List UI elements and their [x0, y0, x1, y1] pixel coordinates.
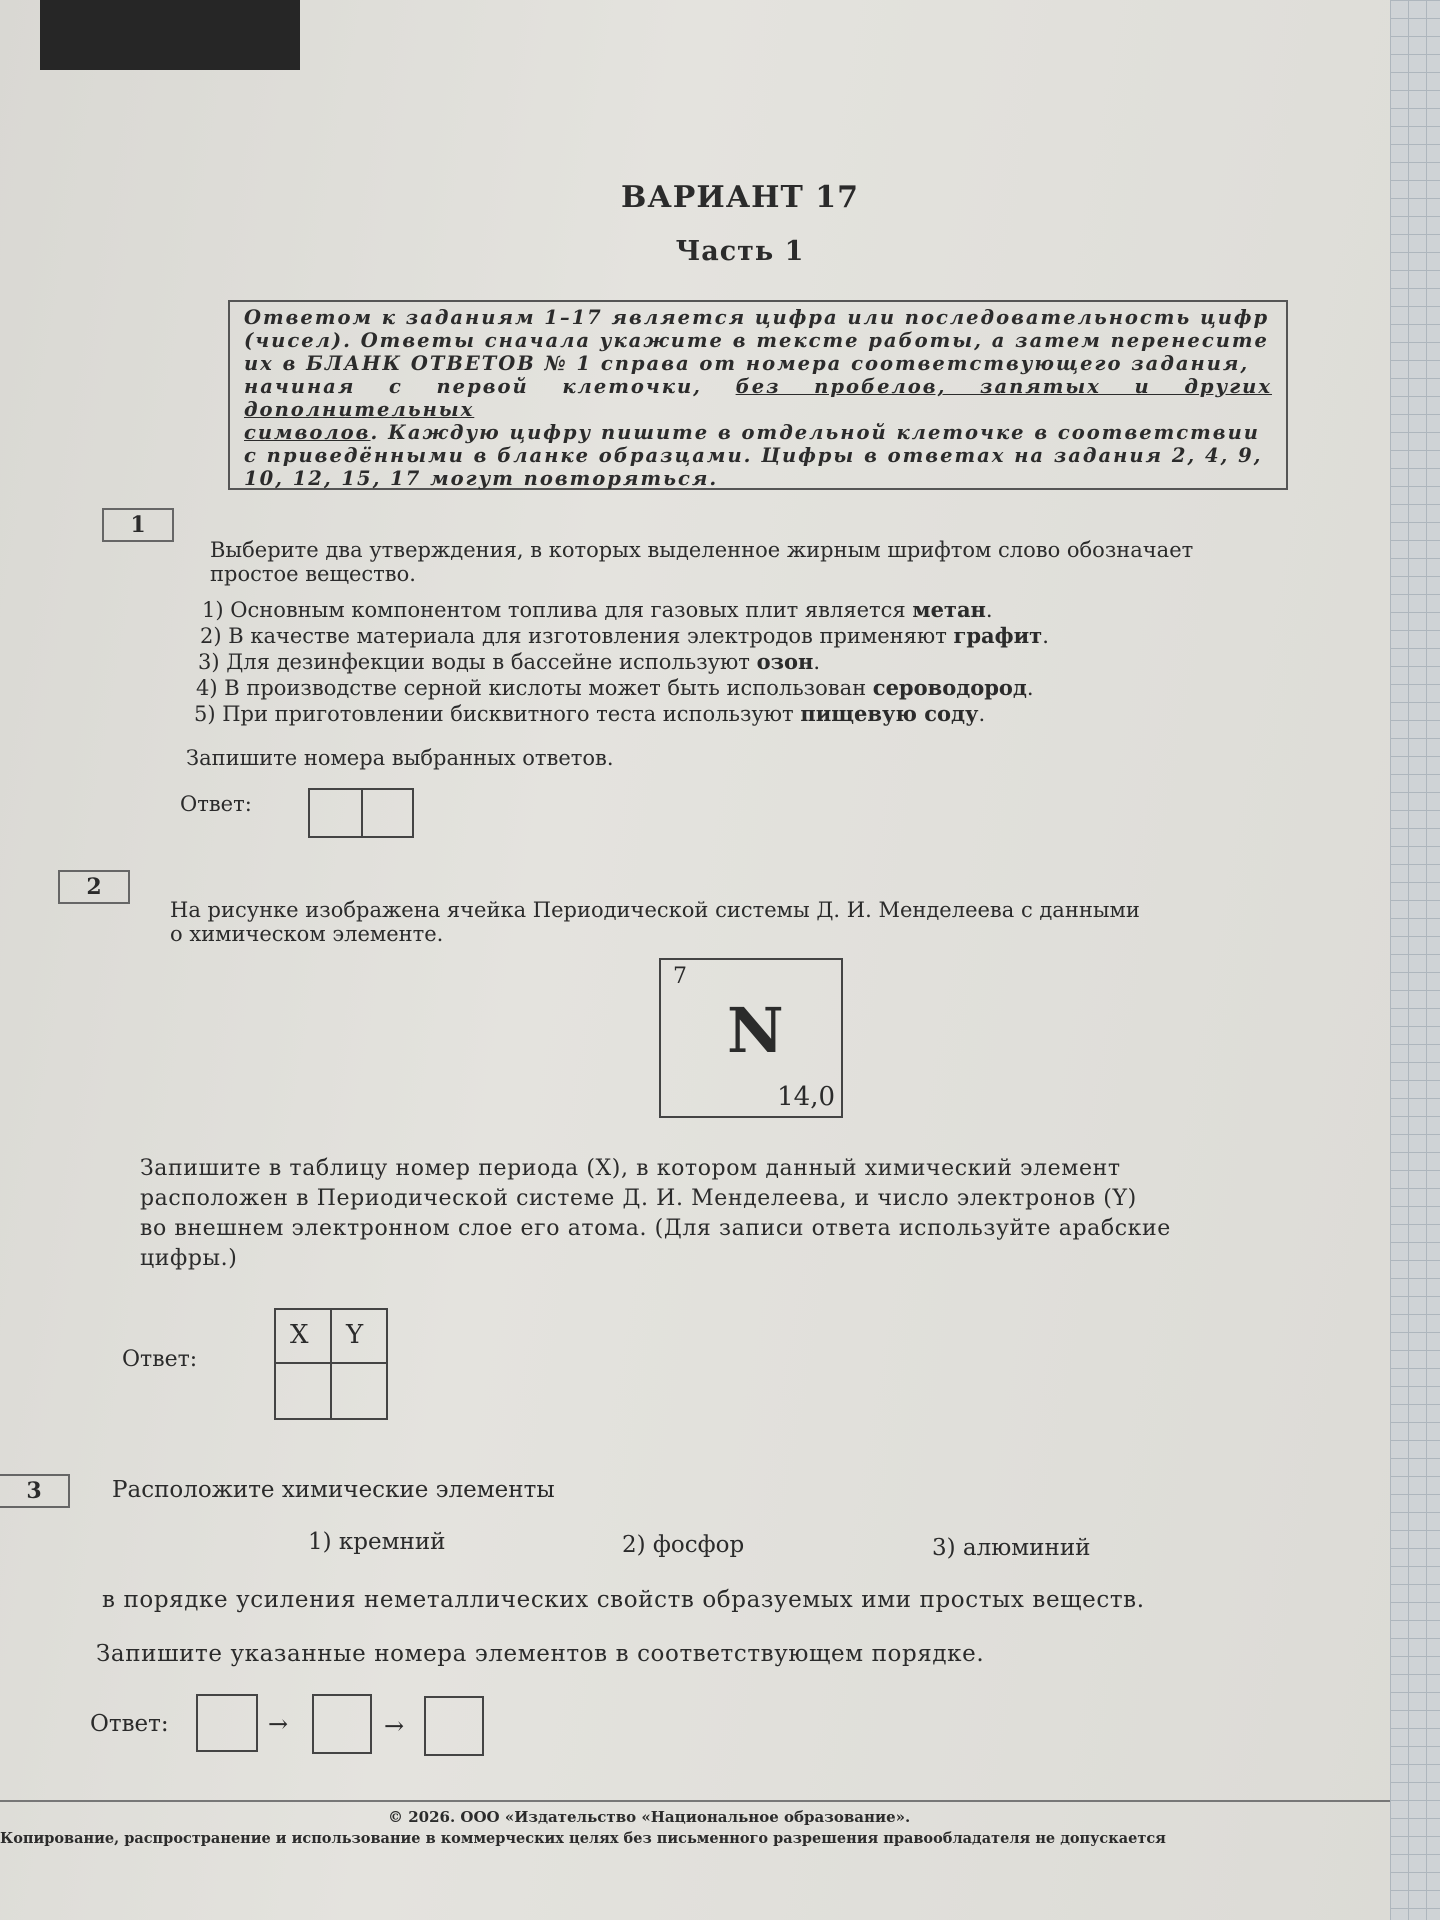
question-number-1: 1 [102, 508, 174, 542]
q3-write-instruction: Запишите указанные номера элементов в соответствующем порядке. [96, 1641, 985, 1667]
q3-element-3: 3) алюминий [932, 1535, 1091, 1561]
q3-answer-label: Ответ: [90, 1711, 169, 1737]
q3-order-text: в порядке усиления неметаллических свойств образуемых ими простых веществ. [102, 1587, 1145, 1613]
q3-element-2: 2) фосфор [622, 1532, 745, 1558]
q1-option-3: 3) Для дезинфекции воды в бассейне используют озон. [198, 649, 821, 674]
instructions-underlined: без пробелов, запятых и других дополнительных [244, 375, 1272, 421]
q2-prompt [170, 898, 1340, 946]
footer-notice: Копирование, распространение и использование в коммерческих целях без письменного разрешения правообладателя не допускается [0, 1830, 1166, 1847]
instructions-line [244, 375, 1272, 421]
q1-option-2: 2) В качестве материала для изготовления электродов применяют графит. [200, 623, 1049, 648]
q2-task-line: цифры.) [140, 1246, 238, 1271]
atomic-number: 7 [673, 964, 687, 989]
instructions-line: Ответом к заданиям 1–17 является цифра или последовательность цифр [244, 306, 1270, 329]
q3-element-1: 1) кремний [308, 1529, 446, 1555]
footer-copyright: © 2026. ООО «Издательство «Национальное образование». [388, 1808, 911, 1826]
arrow-icon: → [384, 1712, 405, 1740]
q1-option-5: 5) При приготовлении бисквитного теста используют пищевую соду. [194, 701, 986, 726]
q3-answer-box-2[interactable] [312, 1694, 372, 1754]
q2-task-line: во внешнем электронном слое его атома. (Для записи ответа используйте арабские [140, 1216, 1171, 1241]
instructions-box [228, 300, 1288, 490]
question-number-2: 2 [58, 870, 130, 904]
footer-divider [0, 1800, 1390, 1802]
instructions-line: (чисел). Ответы сначала укажите в тексте работы, а затем перенесите [244, 329, 1269, 352]
q1-option-4: 4) В производстве серной кислоты может быть использован сероводород. [196, 675, 1034, 700]
q2-task-line: Запишите в таблицу номер периода (X), в котором данный химический элемент [140, 1156, 1121, 1181]
periodic-table-cell [659, 958, 843, 1118]
grid-paper-background [1390, 0, 1440, 1920]
q3-answer-box-3[interactable] [424, 1696, 484, 1756]
answer-cell-divider [361, 790, 363, 836]
instructions-line: 10, 12, 15, 17 могут повторяться. [244, 467, 719, 490]
instructions-text: . Каждую цифру пишите в отдельной клеточке в соответствии [370, 421, 1260, 444]
variant-title: ВАРИАНТ 17 [621, 180, 859, 215]
instructions-line: их в БЛАНК ОТВЕТОВ № 1 справа от номера соответствующего задания, [244, 352, 1250, 375]
instructions-line: с приведёнными в бланке образцами. Цифры в ответах на задания 2, 4, 9, [244, 444, 1263, 467]
q2-task-line: расположен в Периодической системе Д. И. Менделеева, и число электронов (Y) [140, 1186, 1137, 1211]
instructions-underlined: символов [244, 421, 371, 444]
q2-answer-label: Ответ: [122, 1347, 198, 1372]
q1-write-instruction: Запишите номера выбранных ответов. [186, 746, 614, 770]
question-number-3: 3 [0, 1474, 70, 1508]
q2-prompt-line: На рисунке изображена ячейка Периодической системы Д. И. Менделеева с данными [170, 898, 1140, 922]
q2-prompt-line: о химическом элементе. [170, 922, 444, 946]
q1-answer-label: Ответ: [180, 792, 252, 816]
table-divider [330, 1310, 332, 1418]
q1-answer-box[interactable] [308, 788, 414, 838]
element-symbol: N [727, 994, 784, 1067]
part-title: Часть 1 [675, 236, 805, 267]
instructions-text: начиная с первой клеточки, [244, 375, 736, 398]
q1-option-1: 1) Основным компонентом топлива для газовых плит является метан. [202, 597, 993, 622]
q1-prompt-line: Выберите два утверждения, в которых выделенное жирным шрифтом слово обозначает [210, 538, 1194, 562]
q3-prompt: Расположите химические элементы [112, 1477, 555, 1503]
arrow-icon: → [268, 1710, 289, 1738]
q1-prompt [210, 538, 1330, 586]
q1-prompt-line: простое вещество. [210, 562, 416, 586]
instructions-line [244, 421, 1272, 444]
column-header-y: Y [346, 1320, 364, 1350]
top-shadow [40, 0, 300, 70]
atomic-mass: 14,0 [777, 1082, 835, 1112]
q3-answer-box-1[interactable] [196, 1694, 258, 1752]
column-header-x: X [290, 1320, 309, 1350]
table-divider [276, 1362, 386, 1364]
q2-task [140, 1154, 1350, 1274]
q2-answer-table[interactable] [274, 1308, 388, 1420]
